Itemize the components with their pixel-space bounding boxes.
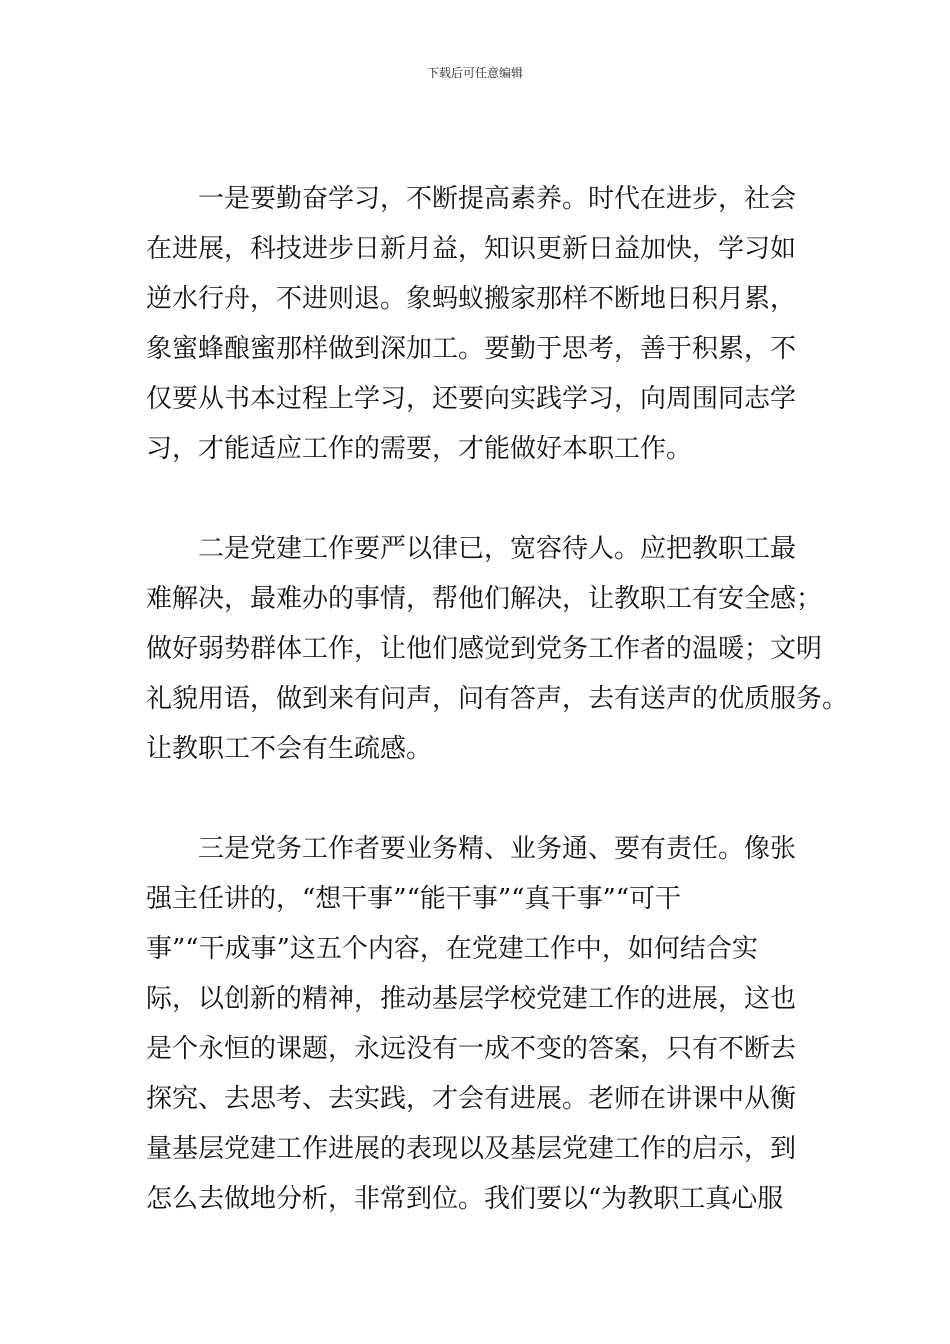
document-body [146,174,849,1224]
text-line: 一是要勤奋学习，不断提高素养。时代在进步，社会 [198,184,797,214]
text-line: 逆水行舟，不进则退。象蚂蚁搬家那样不断地日积月累， [146,284,797,314]
text-line: 习，才能适应工作的需要，才能做好本职工作。 [146,434,693,464]
text-line: 仅要从书本过程上学习，还要向实践学习，向周围同志学 [146,384,797,414]
text-line: 怎么去做地分析，非常到位。我们要以“为教职工真心服 [146,1184,784,1214]
text-line: 难解决，最难办的事情，帮他们解决，让教职工有安全感； [146,584,823,614]
text-line: 象蜜蜂酿蜜那样做到深加工。要勤于思考，善于积累，不 [146,334,797,364]
paragraph-3 [146,824,826,1224]
text-line: 探究、去思考、去实践，才会有进展。老师在讲课中从衡 [146,1084,797,1114]
paragraph-1 [146,174,826,474]
text-line: 事”“干成事”这五个内容，在党建工作中，如何结合实 [146,934,758,964]
page-header: 下载后可任意编辑 [426,66,523,80]
paragraph-2 [146,524,849,774]
text-line: 际，以创新的精神，推动基层学校党建工作的进展，这也 [146,984,797,1014]
text-line: 做好弱势群体工作，让他们感觉到党务工作者的温暖；文明 [146,634,823,664]
text-line: 是个永恒的课题，永远没有一成不变的答案，只有不断去 [146,1034,797,1064]
text-line: 量基层党建工作进展的表现以及基层党建工作的启示，到 [146,1134,797,1164]
text-line: 三是党务工作者要业务精、业务通、要有责任。像张 [198,834,797,864]
text-line: 礼貌用语，做到来有问声，问有答声，去有送声的优质服务。 [146,684,849,714]
text-line: 二是党建工作要严以律已，宽容待人。应把教职工最 [198,534,797,564]
text-line: 强主任讲的，“想干事”“能干事”“真干事”“可干 [146,884,682,914]
text-line: 在进展，科技进步日新月益，知识更新日益加快，学习如 [146,234,797,264]
text-line: 让教职工不会有生疏感。 [146,734,433,764]
